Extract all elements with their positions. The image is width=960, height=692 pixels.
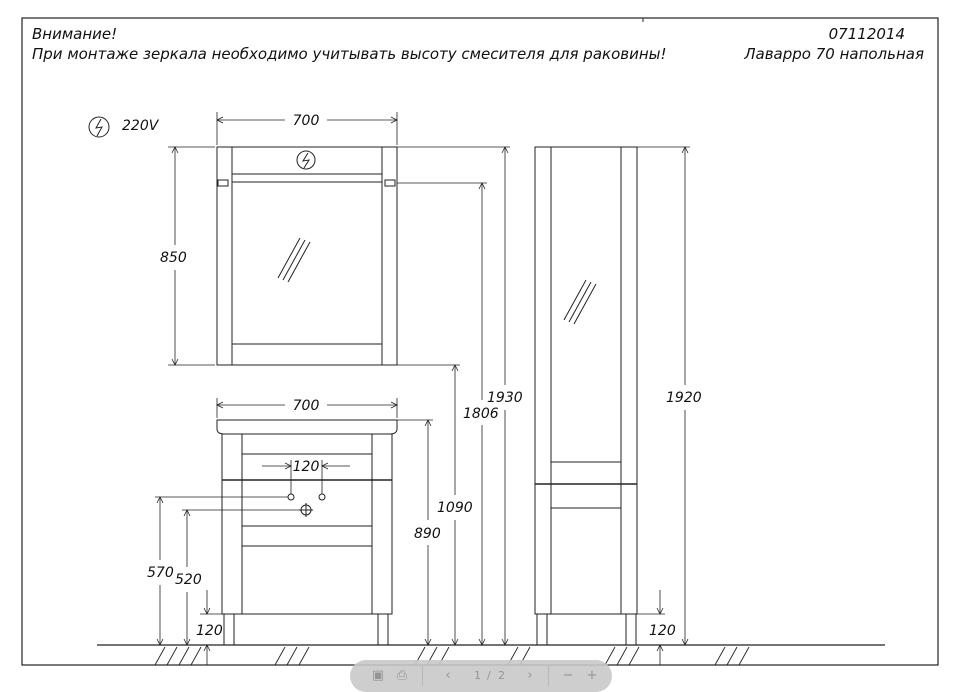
zoom-out-icon[interactable]: − [562, 668, 574, 683]
toolbar-divider [422, 666, 423, 686]
save-icon[interactable]: ▣ [371, 668, 385, 683]
page-total: 2 [498, 669, 505, 682]
doc-code: 07112014 [828, 25, 905, 43]
vanity-drawing [217, 420, 397, 645]
column-cabinet-drawing [535, 147, 637, 645]
dim-1930: 1930 [487, 390, 523, 406]
next-page-icon[interactable]: › [527, 668, 533, 683]
dim-1090: 1090 [437, 500, 473, 516]
warning-title: Внимание! [32, 25, 118, 43]
dim-520: 520 [175, 572, 202, 588]
dim-890: 890 [414, 526, 441, 542]
prev-page-icon[interactable]: ‹ [445, 668, 451, 683]
dimension-lines [155, 112, 690, 665]
print-icon[interactable]: ⎙ [396, 668, 408, 683]
dim-faucet-spacing: 120 [292, 459, 320, 475]
warning-text: При монтаже зеркала необходимо учитывать высоту смесителя для раковины! [32, 45, 667, 63]
toolbar-divider [548, 666, 549, 686]
dim-1806: 1806 [463, 406, 499, 422]
dim-mirror-width: 700 [292, 113, 320, 129]
dim-column-height: 1920 [666, 390, 702, 406]
dim-570: 570 [147, 565, 174, 581]
mirror-drawing [217, 147, 397, 365]
voltage-label: 220V [122, 118, 159, 134]
page-separator: / [487, 669, 491, 682]
page-current[interactable]: 1 [474, 669, 481, 682]
dim-leg-right: 120 [649, 623, 676, 639]
power-outlet-icon [89, 117, 109, 137]
zoom-in-icon[interactable]: + [586, 668, 598, 683]
pdf-viewer-toolbar [350, 660, 612, 692]
product-name: Лаварро 70 напольная [744, 45, 924, 63]
dim-vanity-width: 700 [292, 398, 320, 414]
dim-mirror-height: 850 [160, 250, 187, 266]
dim-leg-left: 120 [196, 623, 223, 639]
